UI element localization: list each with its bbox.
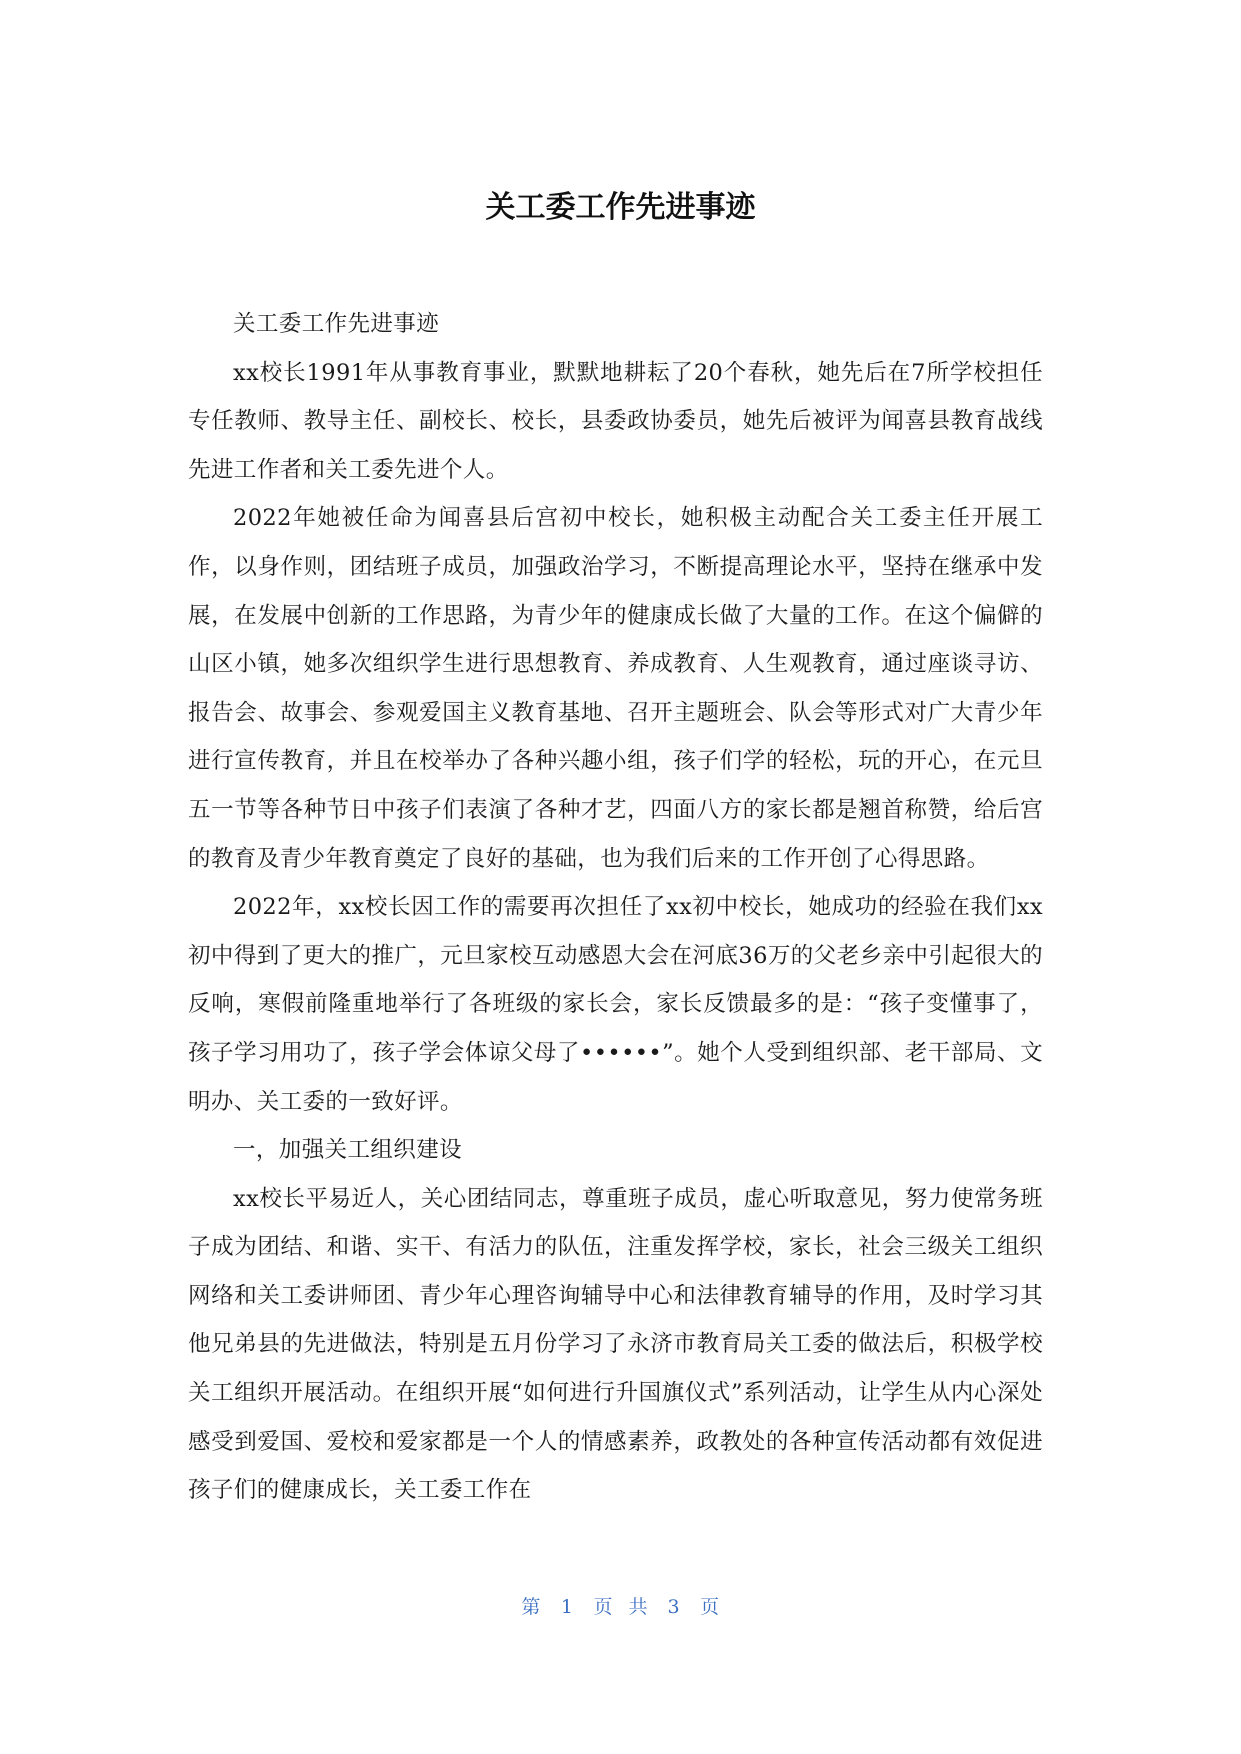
paragraph-introduction: xx校长1991年从事教育事业，默默地耕耘了20个春秋，她先后在7所学校担任专任教师、教导主任、副校长、校长，县委政协委员，她先后被评为闻喜县教育战线先进工作者和关工委先进个人。 [188,359,1043,483]
page-label-suffix: 页 [700,1596,720,1618]
page-current: 1 [560,1596,574,1618]
paragraph-subtitle: 关工委工作先进事迹 [233,311,440,337]
page-label-prefix: 第 [521,1596,541,1618]
page-total: 3 [667,1596,681,1618]
page-number-footer [0,1594,1241,1620]
section-heading: 一，加强关工组织建设 [233,1137,463,1164]
document-title: 关工委工作先进事迹 [485,190,756,225]
paragraph-houguong-tenure: 2022年她被任命为闻喜县后宫初中校长，她积极主动配合关工委主任开展工作，以身作则，团结班子成员，加强政治学习，不断提高理论水平，坚持在继承中发展，在发展中创新的工作思路，为青少年的健康成长做了大量的工作。在这个偏僻的山区小镇，她多次组织学生进行思想教育、养成教育、人生观教育，通过座谈寻访、报告会、故事会、参观爱国主义教育基地、召开主题班会、队会等形式对广大青少年进行宣传教育，并且在校举办了各种兴趣小组，孩子们学的轻松，玩的开心，在元旦五一节等各种节日中孩子们表演了各种才艺，四面八方的家长都是翘首称赞，给后宫的教育及青少年教育奠定了良好的基础，也为我们后来的工作开创了心得思路。 [188,505,1043,872]
document-body [188,300,1043,1515]
page-label-middle: 页共 [593,1596,664,1618]
paragraph-organization: xx校长平易近人，关心团结同志，尊重班子成员，虚心听取意见，努力使常务班子成为团结、和谐、实干、有活力的队伍，注重发挥学校，家长，社会三级关工组织网络和关工委讲师团、青少年心理咨询辅导中心和法律教育辅导的作用，及时学习其他兄弟县的先进做法，特别是五月份学习了永济市教育局关工委的做法后，积极学校关工组织开展活动。在组织开展“如何进行升国旗仪式”系列活动，让学生从内心深处感受到爱国、爱校和爱家都是一个人的情感素养，政教处的各种宣传活动都有效促进孩子们的健康成长，关工委工作在 [188,1185,1043,1504]
paragraph-xx-tenure: 2022年，xx校长因工作的需要再次担任了xx初中校长，她成功的经验在我们xx初中得到了更大的推广，元旦家校互动感恩大会在河底36万的父老乡亲中引起很大的反响，寒假前隆重地举行了各班级的家长会，家长反馈最多的是：“孩子变懂事了，孩子学习用功了，孩子学会体谅父母了••••••”。她个人受到组织部、老干部局、文明办、关工委的一致好评。 [188,894,1043,1115]
